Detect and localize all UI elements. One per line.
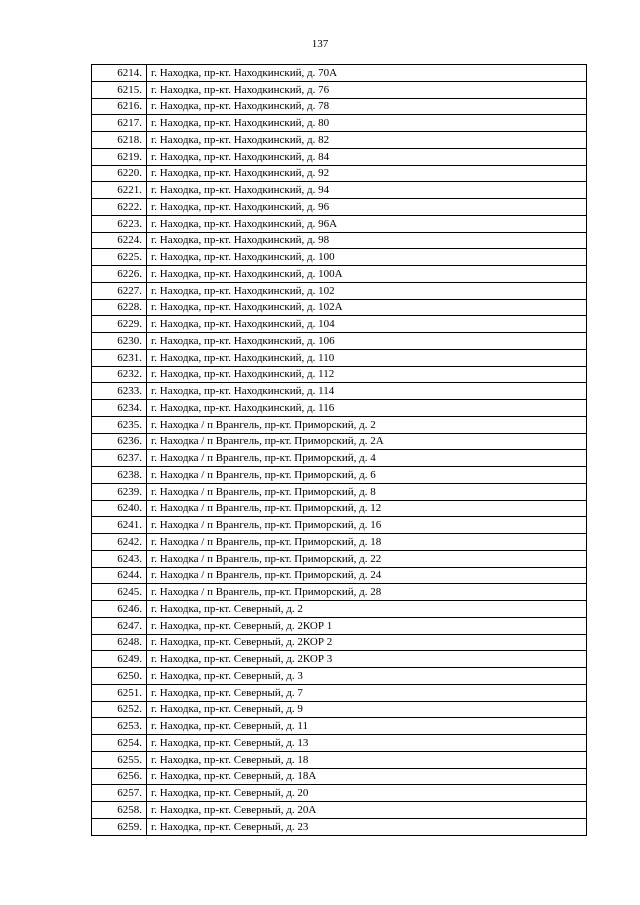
- row-number: 6251.: [92, 684, 147, 701]
- table-row: [92, 333, 587, 350]
- row-number: 6223.: [92, 215, 147, 232]
- table-row: [92, 182, 587, 199]
- row-address: г. Находка, пр-кт. Находкинский, д. 82: [147, 132, 587, 149]
- row-number: 6233.: [92, 383, 147, 400]
- row-address: г. Находка, пр-кт. Находкинский, д. 106: [147, 333, 587, 350]
- table-row: [92, 768, 587, 785]
- table-row: [92, 601, 587, 618]
- row-address: г. Находка, пр-кт. Северный, д. 2КОР 2: [147, 634, 587, 651]
- row-address: г. Находка, пр-кт. Находкинский, д. 104: [147, 316, 587, 333]
- row-number: 6242.: [92, 534, 147, 551]
- row-address: г. Находка, пр-кт. Находкинский, д. 114: [147, 383, 587, 400]
- row-number: 6215.: [92, 81, 147, 98]
- table-row: [92, 98, 587, 115]
- table-row: [92, 567, 587, 584]
- row-address: г. Находка / п Врангель, пр-кт. Приморский, д. 2: [147, 416, 587, 433]
- row-number: 6228.: [92, 299, 147, 316]
- row-address: г. Находка, пр-кт. Находкинский, д. 102А: [147, 299, 587, 316]
- row-address: г. Находка / п Врангель, пр-кт. Приморский, д. 28: [147, 584, 587, 601]
- row-number: 6225.: [92, 249, 147, 266]
- row-number: 6221.: [92, 182, 147, 199]
- row-number: 6257.: [92, 785, 147, 802]
- row-number: 6256.: [92, 768, 147, 785]
- row-address: г. Находка, пр-кт. Северный, д. 2КОР 1: [147, 617, 587, 634]
- table-row: [92, 684, 587, 701]
- row-address: г. Находка, пр-кт. Находкинский, д. 100А: [147, 266, 587, 283]
- row-number: 6255.: [92, 751, 147, 768]
- row-address: г. Находка, пр-кт. Находкинский, д. 96А: [147, 215, 587, 232]
- row-number: 6226.: [92, 266, 147, 283]
- row-number: 6252.: [92, 701, 147, 718]
- row-address: г. Находка, пр-кт. Находкинский, д. 78: [147, 98, 587, 115]
- row-address: г. Находка / п Врангель, пр-кт. Приморский, д. 4: [147, 450, 587, 467]
- row-number: 6245.: [92, 584, 147, 601]
- table-row: [92, 148, 587, 165]
- row-address: г. Находка / п Врангель, пр-кт. Приморский, д. 16: [147, 517, 587, 534]
- row-address: г. Находка, пр-кт. Северный, д. 18А: [147, 768, 587, 785]
- table-row: [92, 299, 587, 316]
- row-address: г. Находка / п Врангель, пр-кт. Приморский, д. 2А: [147, 433, 587, 450]
- row-address: г. Находка, пр-кт. Северный, д. 7: [147, 684, 587, 701]
- row-number: 6227.: [92, 282, 147, 299]
- row-address: г. Находка / п Врангель, пр-кт. Приморский, д. 6: [147, 467, 587, 484]
- table-row: [92, 115, 587, 132]
- row-address: г. Находка, пр-кт. Находкинский, д. 92: [147, 165, 587, 182]
- row-number: 6216.: [92, 98, 147, 115]
- row-number: 6222.: [92, 199, 147, 216]
- row-number: 6237.: [92, 450, 147, 467]
- row-number: 6248.: [92, 634, 147, 651]
- row-number: 6244.: [92, 567, 147, 584]
- row-number: 6236.: [92, 433, 147, 450]
- row-number: 6217.: [92, 115, 147, 132]
- row-number: 6218.: [92, 132, 147, 149]
- row-address: г. Находка, пр-кт. Находкинский, д. 96: [147, 199, 587, 216]
- table-row: [92, 634, 587, 651]
- row-number: 6229.: [92, 316, 147, 333]
- row-address: г. Находка, пр-кт. Находкинский, д. 80: [147, 115, 587, 132]
- table-row: [92, 215, 587, 232]
- table-row: [92, 550, 587, 567]
- row-address: г. Находка, пр-кт. Находкинский, д. 112: [147, 366, 587, 383]
- row-number: 6214.: [92, 65, 147, 82]
- row-address: г. Находка, пр-кт. Находкинский, д. 76: [147, 81, 587, 98]
- row-address: г. Находка, пр-кт. Находкинский, д. 110: [147, 349, 587, 366]
- page-number: 137: [311, 38, 329, 50]
- row-address: г. Находка / п Врангель, пр-кт. Приморский, д. 18: [147, 534, 587, 551]
- table-row: [92, 132, 587, 149]
- table-row: [92, 802, 587, 819]
- row-number: 6238.: [92, 467, 147, 484]
- table-row: [92, 416, 587, 433]
- row-number: 6249.: [92, 651, 147, 668]
- table-row: [92, 483, 587, 500]
- table-row: [92, 651, 587, 668]
- row-address: г. Находка, пр-кт. Находкинский, д. 116: [147, 400, 587, 417]
- table-row: [92, 718, 587, 735]
- row-address: г. Находка, пр-кт. Северный, д. 23: [147, 818, 587, 835]
- table-row: [92, 266, 587, 283]
- table-row: [92, 584, 587, 601]
- row-address: г. Находка, пр-кт. Находкинский, д. 84: [147, 148, 587, 165]
- row-address: г. Находка, пр-кт. Находкинский, д. 100: [147, 249, 587, 266]
- row-address: г. Находка, пр-кт. Северный, д. 2КОР 3: [147, 651, 587, 668]
- row-address: г. Находка, пр-кт. Северный, д. 11: [147, 718, 587, 735]
- table-row: [92, 500, 587, 517]
- row-number: 6250.: [92, 668, 147, 685]
- table-row: [92, 467, 587, 484]
- row-address: г. Находка, пр-кт. Северный, д. 9: [147, 701, 587, 718]
- row-number: 6246.: [92, 601, 147, 618]
- table-row: [92, 349, 587, 366]
- row-address: г. Находка, пр-кт. Находкинский, д. 98: [147, 232, 587, 249]
- table-row: [92, 366, 587, 383]
- row-number: 6241.: [92, 517, 147, 534]
- table-row: [92, 400, 587, 417]
- row-number: 6230.: [92, 333, 147, 350]
- row-number: 6240.: [92, 500, 147, 517]
- table-row: [92, 81, 587, 98]
- row-number: 6254.: [92, 735, 147, 752]
- table-row: [92, 165, 587, 182]
- row-number: 6219.: [92, 148, 147, 165]
- table-row: [92, 818, 587, 835]
- row-address: г. Находка / п Врангель, пр-кт. Приморский, д. 12: [147, 500, 587, 517]
- row-number: 6259.: [92, 818, 147, 835]
- table-row: [92, 534, 587, 551]
- row-number: 6224.: [92, 232, 147, 249]
- row-number: 6243.: [92, 550, 147, 567]
- table-row: [92, 450, 587, 467]
- row-number: 6253.: [92, 718, 147, 735]
- row-address: г. Находка / п Врангель, пр-кт. Приморский, д. 24: [147, 567, 587, 584]
- table-row: [92, 735, 587, 752]
- table-row: [92, 65, 587, 82]
- row-address: г. Находка, пр-кт. Северный, д. 20А: [147, 802, 587, 819]
- row-number: 6235.: [92, 416, 147, 433]
- row-number: 6232.: [92, 366, 147, 383]
- table-row: [92, 232, 587, 249]
- row-address: г. Находка, пр-кт. Северный, д. 20: [147, 785, 587, 802]
- table-row: [92, 517, 587, 534]
- row-number: 6247.: [92, 617, 147, 634]
- table-row: [92, 785, 587, 802]
- row-address: г. Находка, пр-кт. Находкинский, д. 70А: [147, 65, 587, 82]
- table-row: [92, 383, 587, 400]
- row-number: 6234.: [92, 400, 147, 417]
- table-row: [92, 282, 587, 299]
- row-address: г. Находка, пр-кт. Северный, д. 18: [147, 751, 587, 768]
- table-row: [92, 249, 587, 266]
- table-row: [92, 751, 587, 768]
- row-number: 6231.: [92, 349, 147, 366]
- table-row: [92, 701, 587, 718]
- row-address: г. Находка / п Врангель, пр-кт. Приморский, д. 22: [147, 550, 587, 567]
- row-address: г. Находка, пр-кт. Находкинский, д. 102: [147, 282, 587, 299]
- row-number: 6239.: [92, 483, 147, 500]
- row-address: г. Находка, пр-кт. Находкинский, д. 94: [147, 182, 587, 199]
- row-number: 6258.: [92, 802, 147, 819]
- address-table: [91, 64, 587, 836]
- row-address: г. Находка, пр-кт. Северный, д. 2: [147, 601, 587, 618]
- row-address: г. Находка / п Врангель, пр-кт. Приморский, д. 8: [147, 483, 587, 500]
- table-row: [92, 617, 587, 634]
- row-number: 6220.: [92, 165, 147, 182]
- row-address: г. Находка, пр-кт. Северный, д. 3: [147, 668, 587, 685]
- table-row: [92, 316, 587, 333]
- table-row: [92, 668, 587, 685]
- row-address: г. Находка, пр-кт. Северный, д. 13: [147, 735, 587, 752]
- table-row: [92, 199, 587, 216]
- table-row: [92, 433, 587, 450]
